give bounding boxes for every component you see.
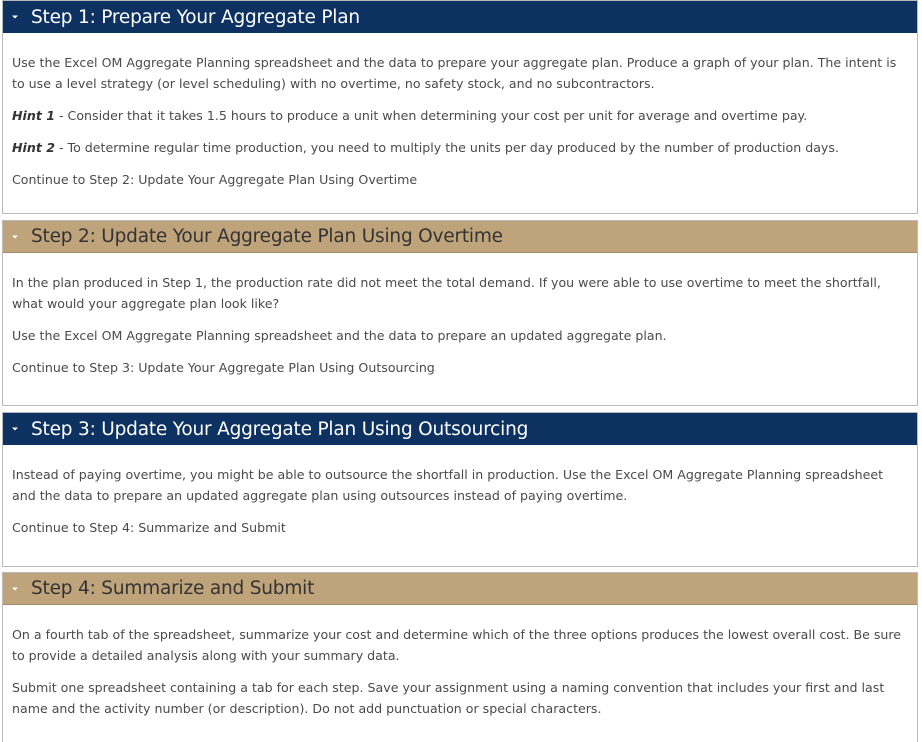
step-4-body <box>3 624 917 719</box>
step-4-panel <box>2 572 918 742</box>
hint-2-label: Hint 2 <box>12 140 55 155</box>
chevron-down-icon[interactable] <box>7 229 23 245</box>
step-4-summary-instruction: On a fourth tab of the spreadsheet, summarize your cost and determine which of the three options produces the lowest overall cost. Be sure to provide a detailed analysis along with your summary data. <box>12 627 902 663</box>
step-1-hint-1 <box>12 105 908 126</box>
step-1-hint-2 <box>12 137 908 158</box>
step-2-panel <box>2 220 918 406</box>
step-2-body <box>3 272 917 378</box>
step-3-continue: Continue to Step 4: Summarize and Submit <box>12 520 286 535</box>
step-2-continue: Continue to Step 3: Update Your Aggregate Plan Using Outsourcing <box>12 360 435 375</box>
chevron-down-icon[interactable] <box>7 421 23 437</box>
step-4-title: Step 4: Summarize and Submit <box>31 578 315 599</box>
step-1-body <box>3 52 917 190</box>
hint-2-text: - To determine regular time production, you need to multiply the units per day produced by the number of production days. <box>55 140 839 155</box>
step-4-header[interactable] <box>3 573 917 605</box>
step-3-intro: Instead of paying overtime, you might be able to outsource the shortfall in production. Use the Excel OM Aggregate Planning spreadsheet and the data to prepare an updated aggregate plan using outsources instead of paying overtime. <box>12 467 884 503</box>
chevron-down-icon[interactable] <box>7 9 23 25</box>
step-3-title: Step 3: Update Your Aggregate Plan Using Outsourcing <box>31 418 529 440</box>
step-2-title: Step 2: Update Your Aggregate Plan Using Overtime <box>31 226 503 247</box>
hint-1-label: Hint 1 <box>12 108 55 123</box>
step-1-header[interactable] <box>3 1 917 33</box>
chevron-down-icon[interactable] <box>7 581 23 597</box>
step-1-continue: Continue to Step 2: Update Your Aggregate Plan Using Overtime <box>12 172 418 187</box>
step-1-title: Step 1: Prepare Your Aggregate Plan <box>31 6 360 28</box>
step-3-panel <box>2 412 918 567</box>
step-2-intro: In the plan produced in Step 1, the production rate did not meet the total demand. If you were able to use overtime to meet the shortfall, what would your aggregate plan look like? <box>12 275 881 311</box>
step-2-header[interactable] <box>3 221 917 253</box>
step-3-header[interactable] <box>3 413 917 445</box>
step-2-instruction: Use the Excel OM Aggregate Planning spreadsheet and the data to prepare an updated aggregate plan. <box>12 328 667 343</box>
hint-1-text: - Consider that it takes 1.5 hours to produce a unit when determining your cost per unit for average and overtime pay. <box>55 108 808 123</box>
step-4-submit-instruction: Submit one spreadsheet containing a tab for each step. Save your assignment using a naming convention that includes your first and last name and the activity number (or description). Do not add punctuation or special characters. <box>12 680 885 716</box>
step-1-panel <box>2 0 918 214</box>
step-3-body <box>3 464 917 538</box>
step-1-intro: Use the Excel OM Aggregate Planning spreadsheet and the data to prepare your aggregate plan. Produce a graph of your plan. The intent is to use a level strategy (or level scheduling) with no overtime, no safety stock, and no subcontractors. <box>12 55 897 91</box>
